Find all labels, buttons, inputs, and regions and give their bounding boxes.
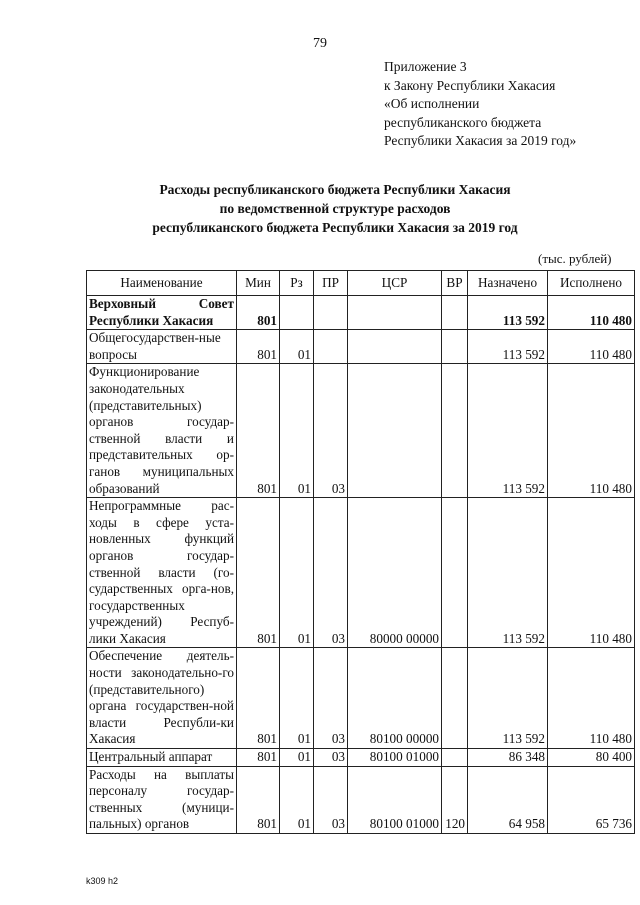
row-vr [442, 749, 468, 767]
appendix-line: республиканского бюджета [384, 114, 542, 130]
row-vr [442, 330, 468, 364]
row-min: 801 [237, 296, 280, 330]
row-pr: 03 [314, 648, 348, 749]
row-executed: 65 736 [548, 766, 635, 833]
row-pr [314, 296, 348, 330]
title-line: Расходы республиканского бюджета Республики Хакасия [159, 182, 511, 197]
table-row [87, 498, 635, 648]
row-pr: 03 [314, 749, 348, 767]
table-row [87, 749, 635, 767]
header-assigned: Назначено [468, 271, 548, 296]
title-line: республиканского бюджета Республики Хакасия за 2019 год [152, 220, 518, 235]
page-number: 79 [313, 36, 327, 51]
row-min: 801 [237, 648, 280, 749]
row-rz: 01 [280, 364, 314, 498]
row-assigned: 86 348 [468, 749, 548, 767]
header-min: Мин [237, 271, 280, 296]
row-vr: 120 [442, 766, 468, 833]
row-pr [314, 330, 348, 364]
row-min: 801 [237, 766, 280, 833]
table-row [87, 766, 635, 833]
document-title [40, 180, 630, 237]
table-row [87, 364, 635, 498]
table-row [87, 648, 635, 749]
row-rz: 01 [280, 749, 314, 767]
row-rz [280, 296, 314, 330]
table-row [87, 330, 635, 364]
row-name: Общегосударствен-ные вопросы [87, 330, 237, 364]
row-assigned: 113 592 [468, 296, 548, 330]
row-executed: 110 480 [548, 330, 635, 364]
row-name: Обеспечение деятель-ности законодательно-го (представительного) органа государствен-ной власти Республи-ки Хакасия [87, 648, 237, 749]
table-row [87, 296, 635, 330]
row-rz: 01 [280, 766, 314, 833]
appendix-line: к Закону Республики Хакасия [384, 77, 556, 93]
header-name: Наименование [87, 271, 237, 296]
appendix-line: Приложение 3 [384, 59, 467, 74]
appendix-line: Республики Хакасия за 2019 год» [384, 133, 577, 148]
row-assigned: 113 592 [468, 330, 548, 364]
header-vr: ВР [442, 271, 468, 296]
row-name: Расходы на выплаты персоналу государ-ственных (муници-пальных) органов [87, 766, 237, 833]
row-assigned: 64 958 [468, 766, 548, 833]
row-rz: 01 [280, 330, 314, 364]
row-executed: 110 480 [548, 364, 635, 498]
row-name: Функционирование законодательных (представительных) органов государ-ственной власти и представительных ор-ганов муниципальных образований [87, 364, 237, 498]
row-min: 801 [237, 749, 280, 767]
title-line: по ведомственной структуре расходов [219, 201, 451, 216]
row-name: Верховный Совет Республики Хакасия [87, 296, 237, 330]
table-header-row [87, 271, 635, 296]
row-pr: 03 [314, 766, 348, 833]
row-csr [348, 330, 442, 364]
appendix-note [384, 58, 576, 151]
row-min: 801 [237, 330, 280, 364]
row-vr [442, 296, 468, 330]
appendix-line: «Об исполнении [384, 96, 480, 111]
row-csr: 80100 01000 [348, 749, 442, 767]
row-assigned: 113 592 [468, 364, 548, 498]
row-min: 801 [237, 364, 280, 498]
row-rz: 01 [280, 648, 314, 749]
row-assigned: 113 592 [468, 498, 548, 648]
row-csr [348, 364, 442, 498]
header-executed: Исполнено [548, 271, 635, 296]
row-min: 801 [237, 498, 280, 648]
row-executed: 110 480 [548, 296, 635, 330]
row-csr [348, 296, 442, 330]
row-executed: 80 400 [548, 749, 635, 767]
row-name: Непрограммные рас-ходы в сфере уста-новленных функций органов государ-ственной власти (го-сударственных орга-нов, государственных учреждений) Респуб-лики Хакасия [87, 498, 237, 648]
row-csr: 80100 01000 [348, 766, 442, 833]
row-pr: 03 [314, 498, 348, 648]
row-rz: 01 [280, 498, 314, 648]
row-executed: 110 480 [548, 648, 635, 749]
row-vr [442, 364, 468, 498]
footer-code: k309 h2 [86, 876, 119, 886]
header-csr: ЦСР [348, 271, 442, 296]
row-csr: 80100 00000 [348, 648, 442, 749]
row-vr [442, 648, 468, 749]
header-pr: ПР [314, 271, 348, 296]
row-name: Центральный аппарат [87, 749, 237, 767]
row-executed: 110 480 [548, 498, 635, 648]
expenditure-table [86, 270, 635, 834]
row-vr [442, 498, 468, 648]
units-label: (тыс. рублей) [538, 251, 612, 266]
row-csr: 80000 00000 [348, 498, 442, 648]
row-assigned: 113 592 [468, 648, 548, 749]
header-rz: Рз [280, 271, 314, 296]
row-pr: 03 [314, 364, 348, 498]
